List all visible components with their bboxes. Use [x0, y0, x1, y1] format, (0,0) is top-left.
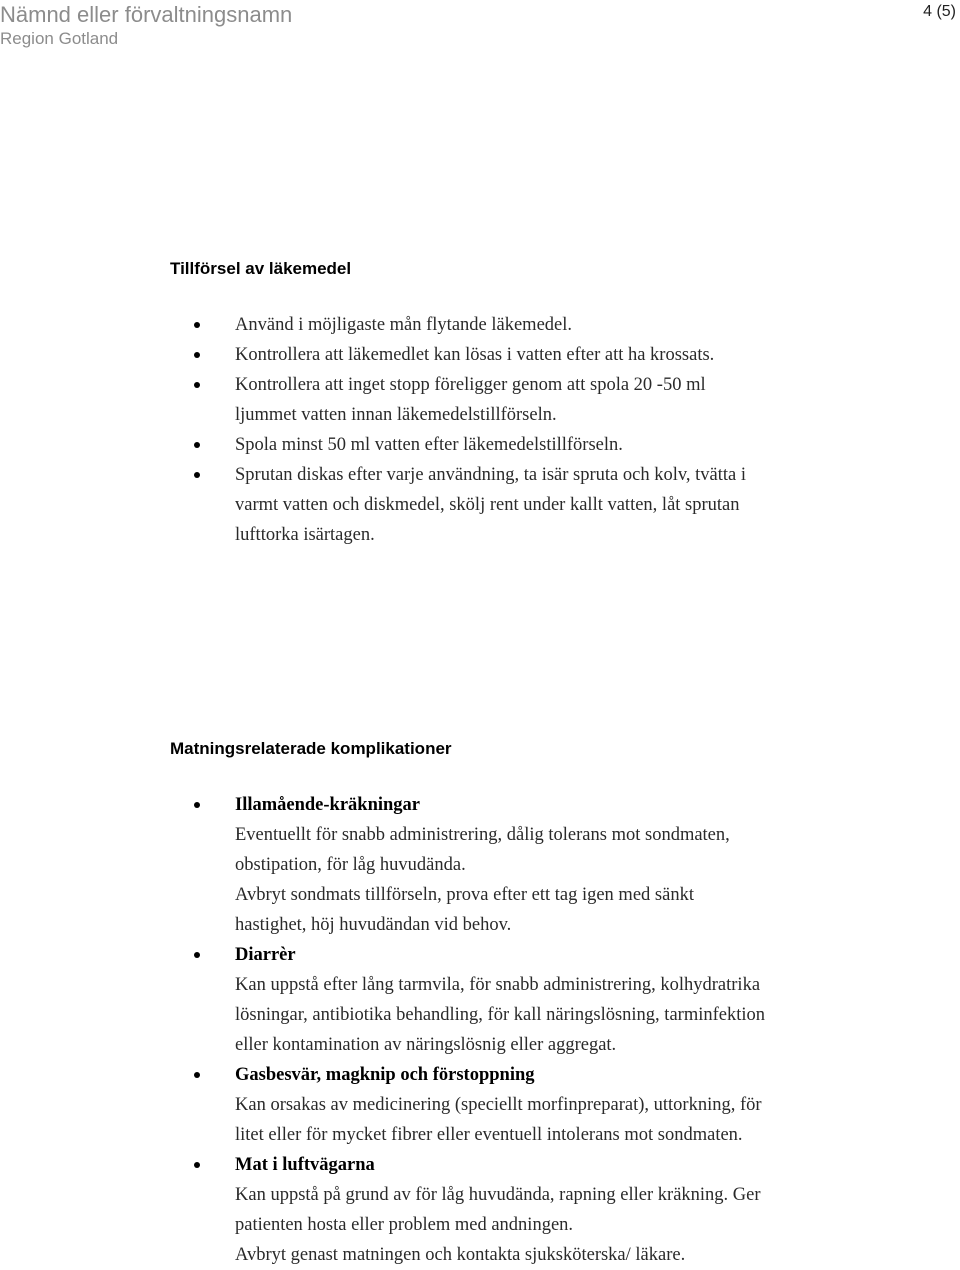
item-text-line: patienten hosta eller problem med andningen.	[235, 1215, 574, 1235]
item-text-line: varmt vatten och diskmedel, skölj rent under kallt vatten, låt sprutan	[235, 495, 740, 515]
bullet-icon	[194, 1162, 200, 1168]
item-text-line: obstipation, för låg huvudända.	[235, 855, 466, 875]
item-text-line: Kan uppstå efter lång tarmvila, för snabb administrering, kolhydratrika	[235, 975, 761, 995]
item-text-line: ljummet vatten innan läkemedelstillförseln.	[235, 405, 557, 425]
item-title: Mat i luftvägarna	[235, 1155, 375, 1175]
list-item	[190, 310, 840, 340]
item-text-line: Avbryt genast matningen och kontakta sjuksköterska/ läkare.	[235, 1245, 686, 1265]
item-text-line: Använd i möjligaste mån flytande läkemedel.	[235, 315, 573, 335]
item-text-line: Eventuellt för snabb administrering, dålig tolerans mot sondmaten,	[235, 825, 730, 845]
list-item	[190, 1150, 840, 1270]
org-name: Nämnd eller förvaltningsnamn	[0, 2, 293, 27]
list-item	[190, 430, 840, 460]
bullet-icon	[194, 322, 200, 328]
item-text-line: Kontrollera att inget stopp föreligger genom att spola 20 -50 ml	[235, 375, 706, 395]
item-title: Illamående-kräkningar	[235, 795, 421, 815]
item-text-line: Avbryt sondmats tillförseln, prova efter ett tag igen med sänkt	[235, 885, 694, 905]
bullet-icon	[194, 442, 200, 448]
bullet-icon	[194, 952, 200, 958]
page-header	[0, 0, 960, 60]
region-name: Region Gotland	[0, 29, 119, 48]
item-text-line: Kan orsakas av medicinering (speciellt morfinpreparat), uttorkning, för	[235, 1095, 762, 1115]
bullet-icon	[194, 802, 200, 808]
page-number: 4 (5)	[923, 3, 956, 20]
bullet-icon	[194, 382, 200, 388]
item-text-line: Kontrollera att läkemedlet kan lösas i vatten efter att ha krossats.	[235, 345, 715, 365]
list-item	[190, 940, 840, 1060]
bullet-icon	[194, 1072, 200, 1078]
list-item	[190, 790, 840, 940]
item-title: Gasbesvär, magknip och förstoppning	[235, 1065, 535, 1085]
list-item	[190, 460, 840, 550]
bullet-icon	[194, 352, 200, 358]
item-text-line: Sprutan diskas efter varje användning, ta isär spruta och kolv, tvätta i	[235, 465, 746, 485]
item-title: Diarrèr	[235, 945, 296, 965]
list-item	[190, 340, 840, 370]
item-text-line: Kan uppstå på grund av för låg huvudända, rapning eller kräkning. Ger	[235, 1185, 761, 1205]
item-text-line: litet eller för mycket fibrer eller eventuell intolerans mot sondmaten.	[235, 1125, 743, 1145]
bullet-icon	[194, 472, 200, 478]
item-text-line: Spola minst 50 ml vatten efter läkemedelstillförseln.	[235, 435, 623, 455]
item-text-line: eller kontamination av näringslösnig eller aggregat.	[235, 1035, 617, 1055]
tillforsel-list	[190, 310, 840, 550]
item-text-line: lösningar, antibiotika behandling, för kall näringslösning, tarminfektion	[235, 1005, 766, 1025]
komplikationer-list	[190, 790, 840, 1270]
section-heading-komplikationer: Matningsrelaterade komplikationer	[170, 739, 452, 758]
item-text-line: hastighet, höj huvudändan vid behov.	[235, 915, 512, 935]
section-heading-tillforsel: Tillförsel av läkemedel	[170, 259, 352, 278]
item-text-line: lufttorka isärtagen.	[235, 525, 375, 545]
list-item	[190, 1060, 840, 1150]
list-item	[190, 370, 840, 430]
